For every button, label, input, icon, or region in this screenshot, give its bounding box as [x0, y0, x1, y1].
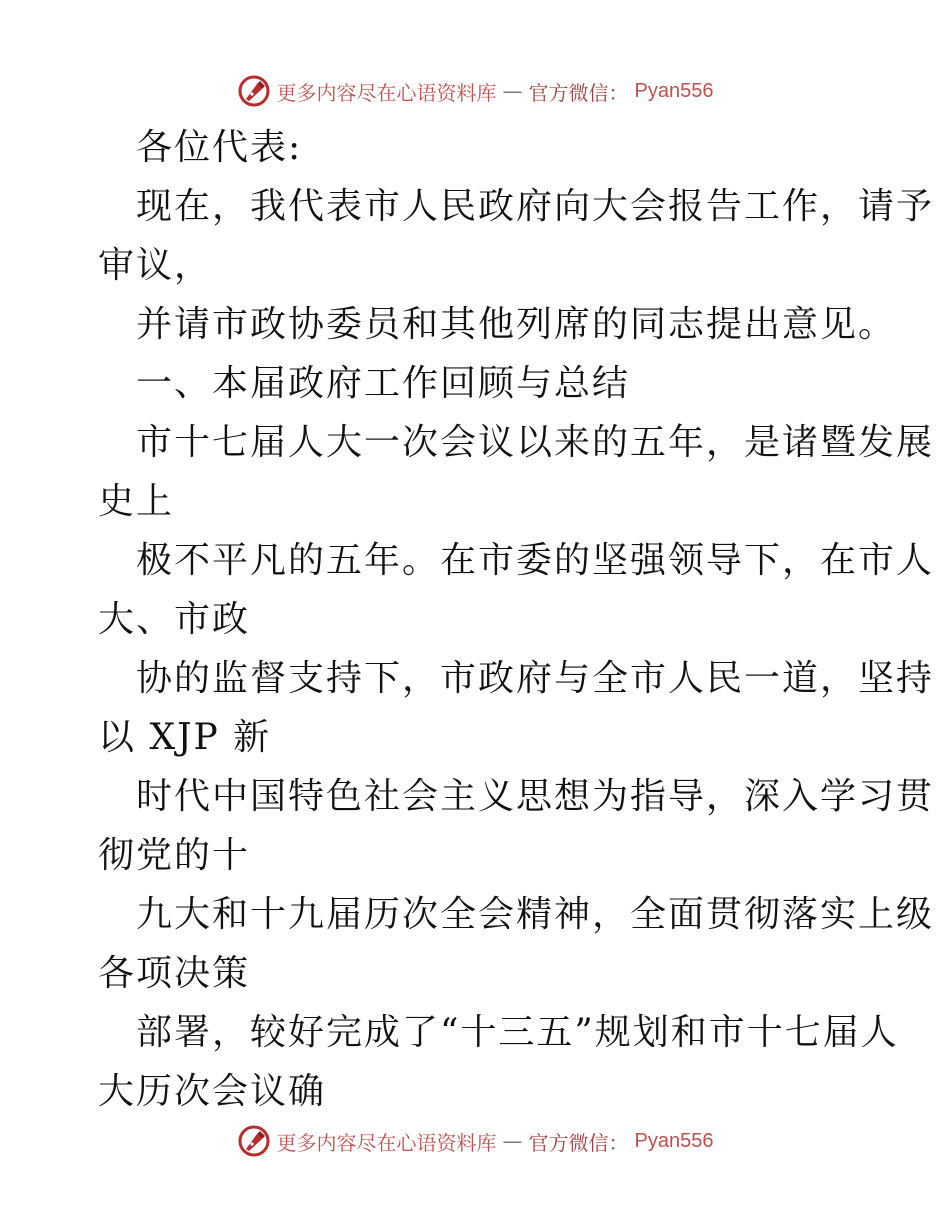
banner-wechat-label: 官方微信：	[528, 80, 629, 105]
paragraph-line: 时代中国特色社会主义思想为指导，深入学习贯	[136, 776, 935, 817]
paragraph-line: 九大和十九届历次全会精神，全面贯彻落实上级	[136, 894, 935, 935]
paragraph-line: 彻党的十	[98, 835, 251, 876]
section-heading: 一、本届政府工作回顾与总结	[136, 363, 631, 404]
banner-separator: —	[502, 1129, 523, 1153]
paragraph-line: 部署，较好完成了“十三五”规划和市十七届人	[136, 1012, 899, 1053]
salutation-line: 各位代表:	[136, 127, 303, 168]
header-banner	[0, 74, 950, 108]
banner-tagline: 更多内容尽在心语资料库	[276, 80, 497, 105]
footer-banner	[0, 1124, 950, 1158]
paragraph-line: 各项决策	[98, 953, 251, 994]
paragraph-line: 大历次会议确	[98, 1071, 327, 1112]
pen-nib-logo-icon	[237, 74, 271, 108]
paragraph-line: 以 XJP 新	[98, 717, 272, 758]
paragraph-line: 审议，	[98, 245, 213, 286]
paragraph-line: 史上	[98, 481, 175, 522]
pen-nib-logo-icon	[237, 1124, 271, 1158]
banner-wechat-id: Pyan556	[634, 1129, 714, 1152]
banner-wechat-id: Pyan556	[634, 79, 714, 102]
paragraph-line: 市十七届人大一次会议以来的五年，是诸暨发展	[136, 422, 935, 463]
paragraph-line: 并请市政协委员和其他列席的同志提出意见。	[136, 304, 897, 345]
paragraph-line: 现在，我代表市人民政府向大会报告工作，请予	[136, 186, 935, 227]
banner-tagline: 更多内容尽在心语资料库	[276, 1130, 497, 1155]
paragraph-line: 协的监督支持下，市政府与全市人民一道，坚持	[136, 658, 935, 699]
paragraph-line: 极不平凡的五年。在市委的坚强领导下，在市人	[136, 540, 935, 581]
paragraph-line: 大、市政	[98, 599, 251, 640]
banner-separator: —	[502, 79, 523, 103]
banner-wechat-label: 官方微信：	[528, 1130, 629, 1155]
document-body	[98, 118, 935, 1121]
